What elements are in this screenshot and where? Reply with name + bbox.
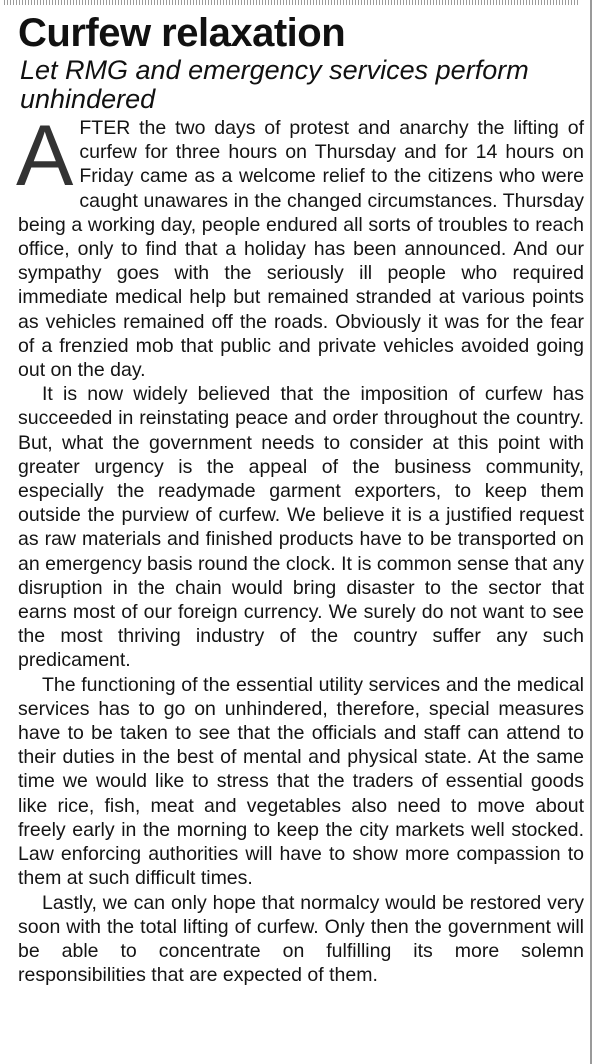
paragraph-3: The functioning of the essential utility services and the medical services has to go on unhindered, therefore, special measures have to be taken to see that the officials and staff can attend to their duties in the best of mental and physical state. At the same time we would like to stress that the traders of essential goods like rice, fish, meat and vegetables also need to move about freely early in the morning to keep the city markets well stocked. Law enforcing authorities will have to show more compassion to them at such difficult times. [18,673,584,890]
subheadline: Let RMG and emergency services perform unhindered [20,55,529,114]
column-divider [590,0,592,1064]
drop-cap: A [16,108,74,204]
article-body [16,108,584,987]
top-dotted-rule [4,0,580,5]
editorial-article [18,10,584,987]
paragraph-2: It is now widely believed that the imposition of curfew has succeeded in reinstating peace and order throughout the country. But, what the government needs to consider at this point with greater urgency is the appeal of the business community, especially the readymade garment exporters, to keep them outside the purview of curfew. We believe it is a justified request as raw materials and finished products have to be transported on an emergency basis round the clock. It is common sense that any disruption in the chain would bring disaster to the sector that earns most of our foreign currency. We surely do not want to see the most thriving industry of the country suffer any such predicament. [18,383,584,672]
paragraph-1-text: FTER the two days of protest and anarchy the lifting of curfew for three hours on Thursday and for 14 hours on Friday came as a welcome relief to the citizens who were caught unawares in the changed circumstances. Thursday being a working day, people endured all sorts of troubles to reach office, only to find that a holiday has been announced. And our sympathy goes with the seriously ill people who required immediate medical help but remained stranded at various points as vehicles remained off the roads. Obviously it was for the fear of a frenzied mob that public and private vehicles avoided going out on the day. [18,117,584,382]
paragraph-1 [16,108,584,382]
paragraph-4: Lastly, we can only hope that normalcy would be restored very soon with the total lifting of curfew. Only then the government will be able to concentrate on fulfilling its more solemn responsibilities that are expected of them. [18,891,584,987]
headline: Curfew relaxation [18,11,346,55]
